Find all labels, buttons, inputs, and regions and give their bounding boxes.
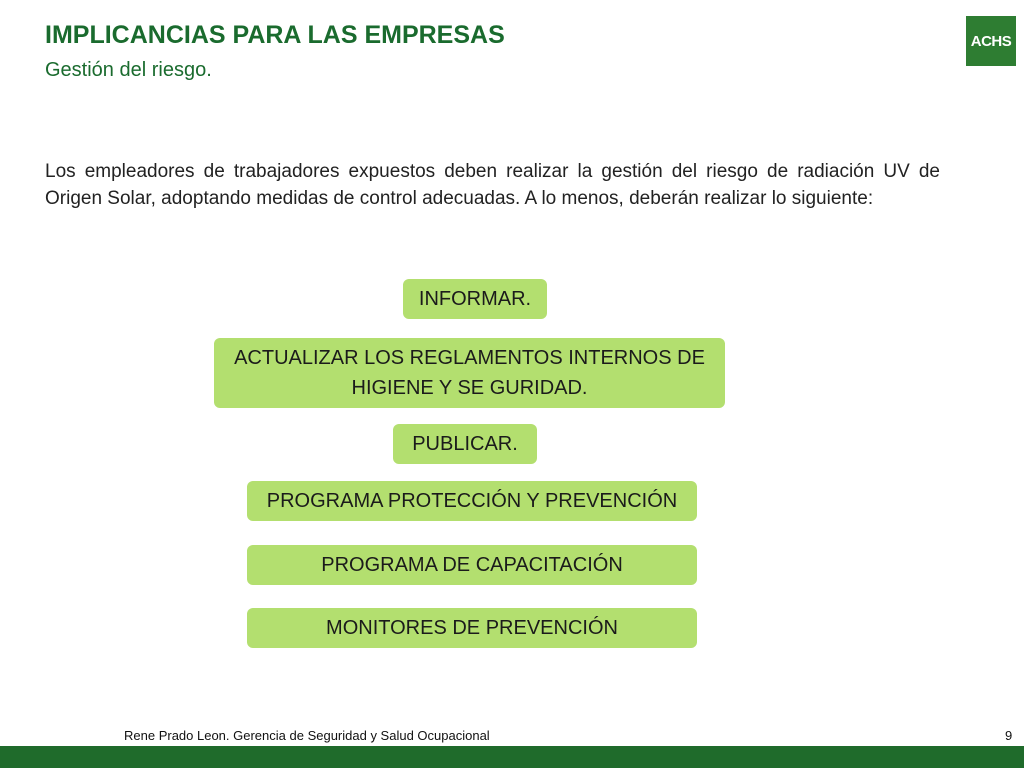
page-number: 9	[1005, 728, 1013, 743]
action-box-publicar: PUBLICAR.	[393, 424, 537, 464]
footer-credit: Rene Prado Leon. Gerencia de Seguridad y Salud Ocupacional	[124, 728, 490, 743]
action-box-programa-capacitacion: PROGRAMA DE CAPACITACIÓN	[247, 545, 697, 585]
slide-subtitle: Gestión del riesgo.	[45, 59, 212, 81]
footer-bar	[0, 746, 1024, 768]
action-box-monitores: MONITORES DE PREVENCIÓN	[247, 608, 697, 648]
action-box-programa-proteccion: PROGRAMA PROTECCIÓN Y PREVENCIÓN	[247, 481, 697, 521]
intro-paragraph: Los empleadores de trabajadores expuestos deben realizar la gestión del riesgo de radiación UV de Origen Solar, adoptando medidas de control adecuadas. A lo menos, deberán realizar lo siguiente:	[45, 161, 940, 209]
slide-title: IMPLICANCIAS PARA LAS EMPRESAS	[45, 21, 505, 49]
action-box-informar: INFORMAR.	[403, 279, 547, 319]
achs-logo: ACHS	[966, 16, 1016, 66]
action-box-reglamentos: ACTUALIZAR LOS REGLAMENTOS INTERNOS DE HIGIENE Y SE GURIDAD.	[214, 338, 725, 408]
